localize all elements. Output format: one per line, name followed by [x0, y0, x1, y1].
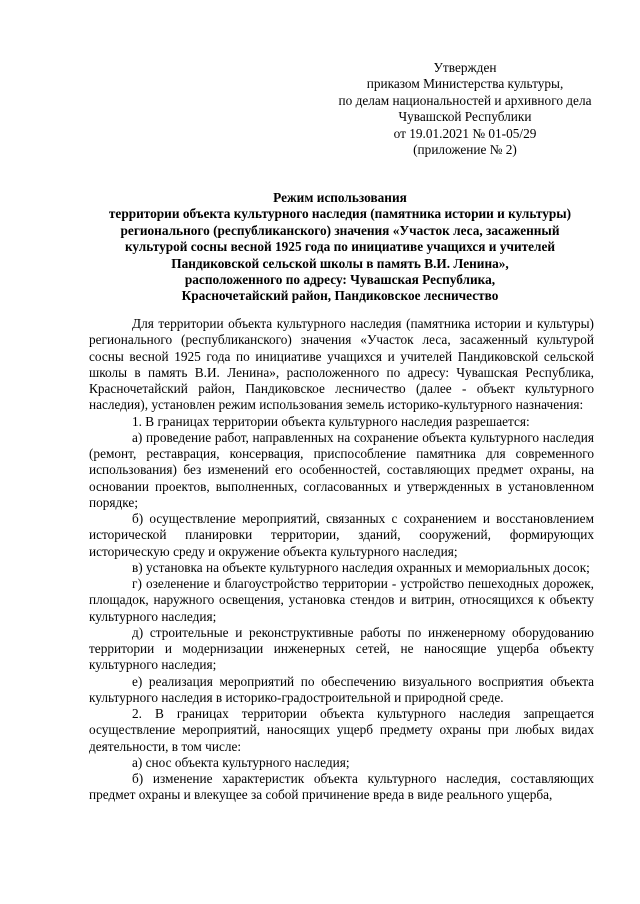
title-line: территории объекта культурного наследия (памятника истории и культуры) [108, 206, 572, 222]
approval-line: Утвержден [433, 60, 497, 75]
approval-block [300, 60, 630, 158]
document-body [89, 316, 594, 804]
section-1-item-g: г) озеленение и благоустройство территории - устройство пешеходных дорожек, площадок, наружного освещения, установка стендов и витрин, относящихся к объекту культурного наследия; [89, 576, 594, 624]
approval-line: приказом Министерства культуры, [366, 76, 564, 92]
title-line: регионального (республиканского) значения «Участок леса, засаженный [120, 222, 560, 238]
section-1-item-e: е) реализация мероприятий по обеспечению визуального восприятия объекта культурного наследия в историко-градостроительной и природной среде. [89, 673, 594, 705]
approval-line: Чувашской Республики [398, 109, 532, 125]
approval-line: от 19.01.2021 № 01-05/29 [393, 125, 537, 141]
approval-line: по делам национальностей и архивного дела [338, 92, 592, 108]
approval-line: (приложение № 2) [413, 142, 517, 158]
title-line: Режим использования [273, 190, 407, 205]
intro-paragraph: Для территории объекта культурного наследия (памятника истории и культуры) регионального (республиканского) значения «Участок леса, засаженный культурой сосны весной 1925 года по инициативе учащихся и учителей Пандиковской сельской школы в память В.И. Ленина», расположенного по адресу: Чувашская Республика, Красночетайский район, Пандиковское лесничество (далее - объект культурного наследия), установлен режим использования земель историко-культурного назначения: [89, 316, 594, 413]
section-1-item-d: д) строительные и реконструктивные работы по инженерному оборудованию территории и модернизации инженерных сетей, не наносящие ущерба объекту культурного наследия; [89, 624, 594, 673]
document-title [70, 190, 610, 305]
section-1-item-b: б) осуществление мероприятий, связанных с сохранением и восстановлением исторической планировки территории, зданий, сооружений, формирующих историческую среду и окружение объекта культурного наследия; [89, 511, 594, 559]
section-2-item-a: а) снос объекта культурного наследия; [132, 754, 350, 770]
section-1-item-v: в) установка на объекте культурного наследия охранных и мемориальных досок; [132, 559, 590, 575]
title-line: Красночетайский район, Пандиковское лесничество [181, 288, 499, 304]
title-line: Пандиковской сельской школы в память В.И. Ленина», [171, 255, 509, 271]
title-line: культурой сосны весной 1925 года по инициативе учащихся и учителей [124, 239, 556, 255]
section-1-heading: 1. В границах территории объекта культурного наследия разрешается: [132, 413, 530, 429]
section-2-heading: 2. В границах территории объекта культурного наследия запрещается осуществление мероприятий, наносящих ущерб предмету охраны при любых видах деятельности, в том числе: [89, 706, 594, 754]
section-1-item-a: а) проведение работ, направленных на сохранение объекта культурного наследия (ремонт, реставрация, консервация, приспособление памятника для современного использования) без изменений его особенностей, составляющих предмет охраны, на основании проектов, выполненных, согласованных и утвержденных в установленном порядке; [89, 429, 594, 510]
section-2-item-b: б) изменение характеристик объекта культурного наследия, составляющих предмет охраны и влекущее за собой причинение вреда в виде реального ущерба, [89, 771, 594, 803]
title-line: расположенного по адресу: Чувашская Республика, [184, 272, 496, 288]
